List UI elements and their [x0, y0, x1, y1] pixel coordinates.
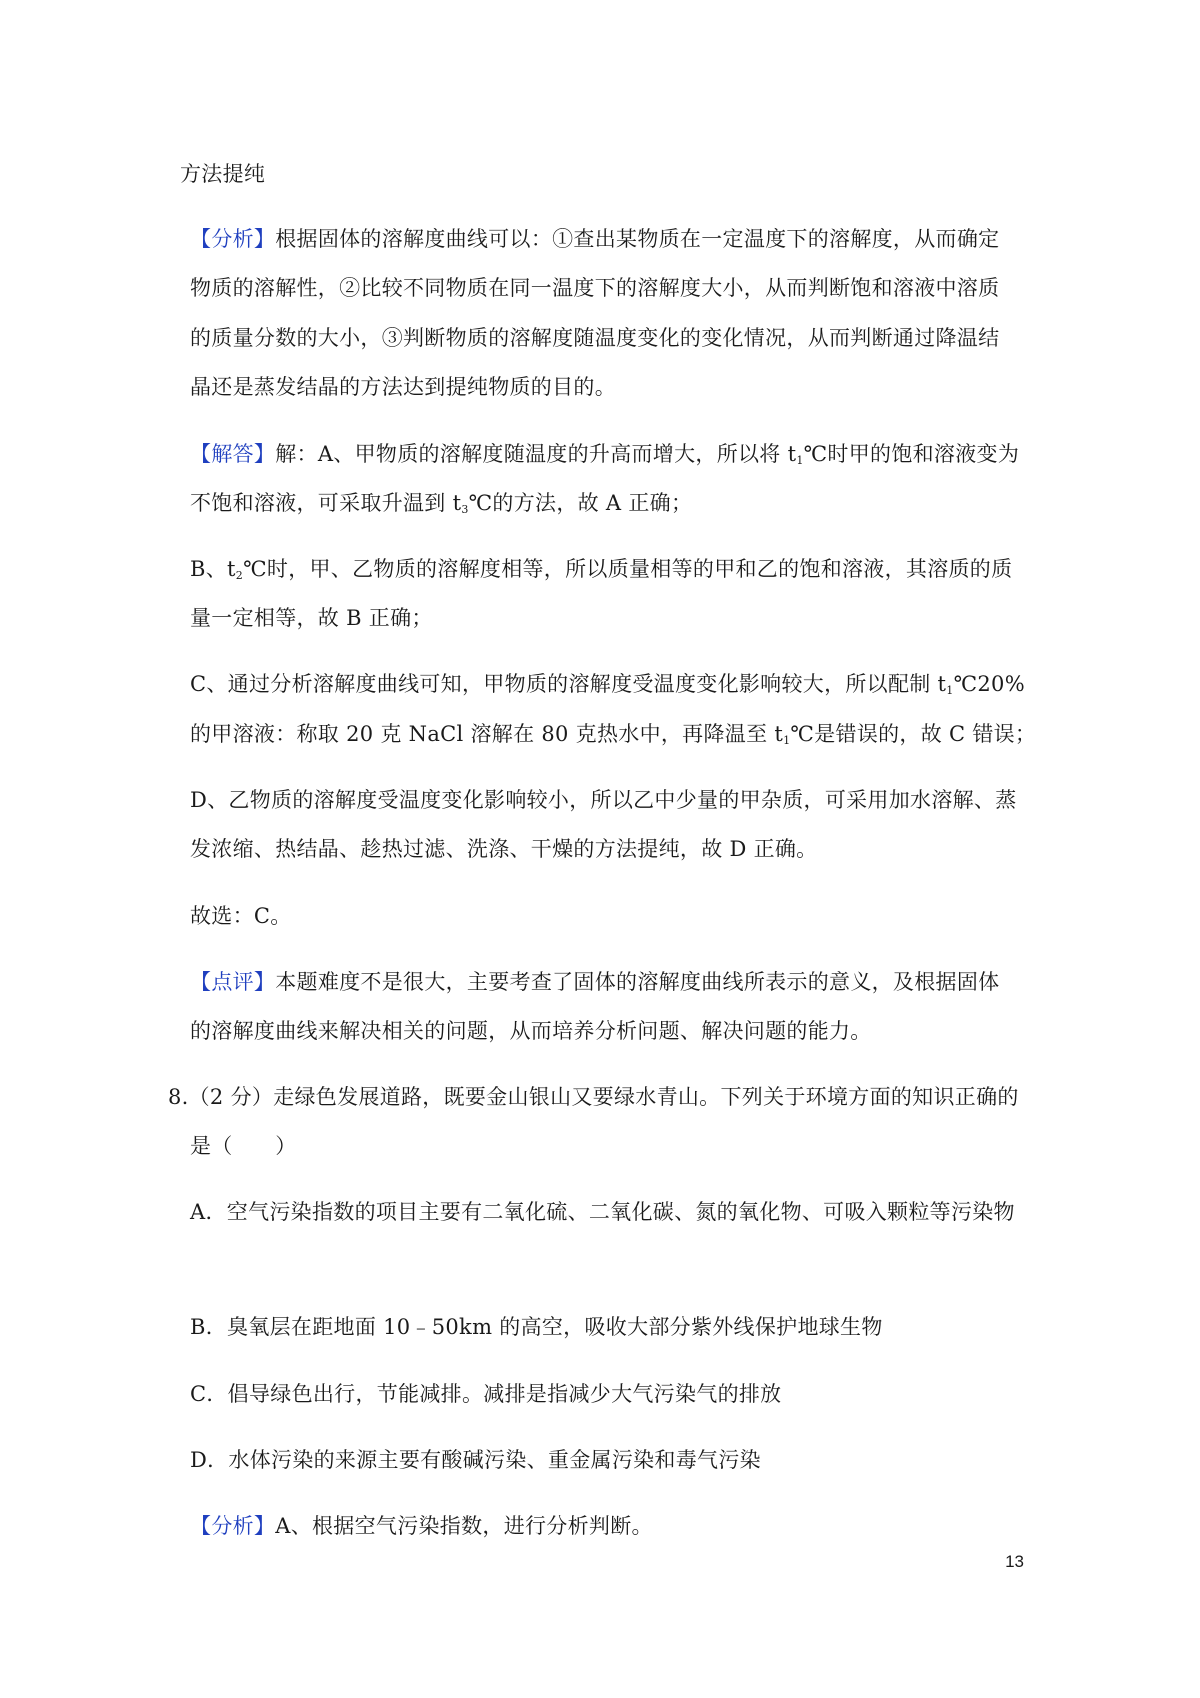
- option-d-explanation: 发浓缩、热结晶、趁热过滤、洗涤、干燥的方法提纯，故 D 正确。: [190, 837, 818, 861]
- option-b-explanation: 量一定相等，故 B 正确；: [190, 606, 433, 630]
- analysis-paragraph-line: 晶还是蒸发结晶的方法达到提纯物质的目的。: [190, 375, 616, 399]
- option-d-explanation: D、乙物质的溶解度受温度变化影响较小，所以乙中少量的甲杂质，可采用加水溶解、蒸: [190, 788, 1017, 812]
- final-choice: 故选：C。: [190, 904, 292, 928]
- option-a: A．空气污染指数的项目主要有二氧化硫、二氧化碳、氮的氧化物、可吸入颗粒等污染物: [190, 1200, 1015, 1224]
- analysis-paragraph-line: 【分析】根据固体的溶解度曲线可以：①查出某物质在一定温度下的溶解度，从而确定: [190, 227, 1000, 251]
- analysis-tag: 【分析】: [190, 1514, 276, 1538]
- answer-tag: 【解答】: [190, 442, 276, 466]
- question-8-stem: 是（ ）: [190, 1134, 297, 1158]
- analysis-tag: 【分析】: [190, 227, 276, 251]
- comment-tag: 【点评】: [190, 970, 276, 994]
- continuation-line: 方法提纯: [180, 162, 266, 186]
- question-8-analysis: 【分析】A、根据空气污染指数，进行分析判断。: [190, 1514, 653, 1538]
- comment-paragraph-line: 的溶解度曲线来解决相关的问题，从而培养分析问题、解决问题的能力。: [190, 1019, 872, 1043]
- option-c-explanation: C、通过分析溶解度曲线可知，甲物质的溶解度受温度变化影响较大，所以配制 $t_1℃20\%$: [190, 672, 1025, 697]
- option-d: D．水体污染的来源主要有酸碱污染、重金属污染和毒气污染: [190, 1448, 761, 1472]
- option-c: C．倡导绿色出行，节能减排。减排是指减少大气污染气的排放: [190, 1382, 782, 1406]
- answer-paragraph-line: 不饱和溶液，可采取升温到 $t_3℃$的方法，故 A 正确；: [190, 491, 693, 516]
- question-8-stem: 8.（2 分）走绿色发展道路，既要金山银山又要绿水青山。下列关于环境方面的知识正确的: [168, 1085, 1019, 1109]
- option-c-explanation: 的甲溶液：称取 20 克 NaCl 溶解在 80 克热水中，再降温至 $t_1℃$是错误的，故 C 错误；: [190, 722, 1037, 747]
- analysis-paragraph-line: 物质的溶解性，②比较不同物质在同一温度下的溶解度大小，从而判断饱和溶液中溶质: [190, 276, 1000, 300]
- option-b-explanation: B、$t_2℃$时，甲、乙物质的溶解度相等，所以质量相等的甲和乙的饱和溶液，其溶质的质: [190, 557, 1013, 582]
- comment-paragraph-line: 【点评】本题难度不是很大，主要考查了固体的溶解度曲线所表示的意义，及根据固体: [190, 970, 1000, 994]
- analysis-paragraph-line: 的质量分数的大小，③判断物质的溶解度随温度变化的变化情况，从而判断通过降温结: [190, 326, 1000, 350]
- page-number: 13: [1005, 1552, 1024, 1571]
- option-b: B．臭氧层在距地面 10﹣50km 的高空，吸收大部分紫外线保护地球生物: [190, 1315, 883, 1339]
- answer-paragraph-line: 【解答】解：A、甲物质的溶解度随温度的升高而增大，所以将 $t_1℃$时甲的饱和溶液变为: [190, 442, 1020, 467]
